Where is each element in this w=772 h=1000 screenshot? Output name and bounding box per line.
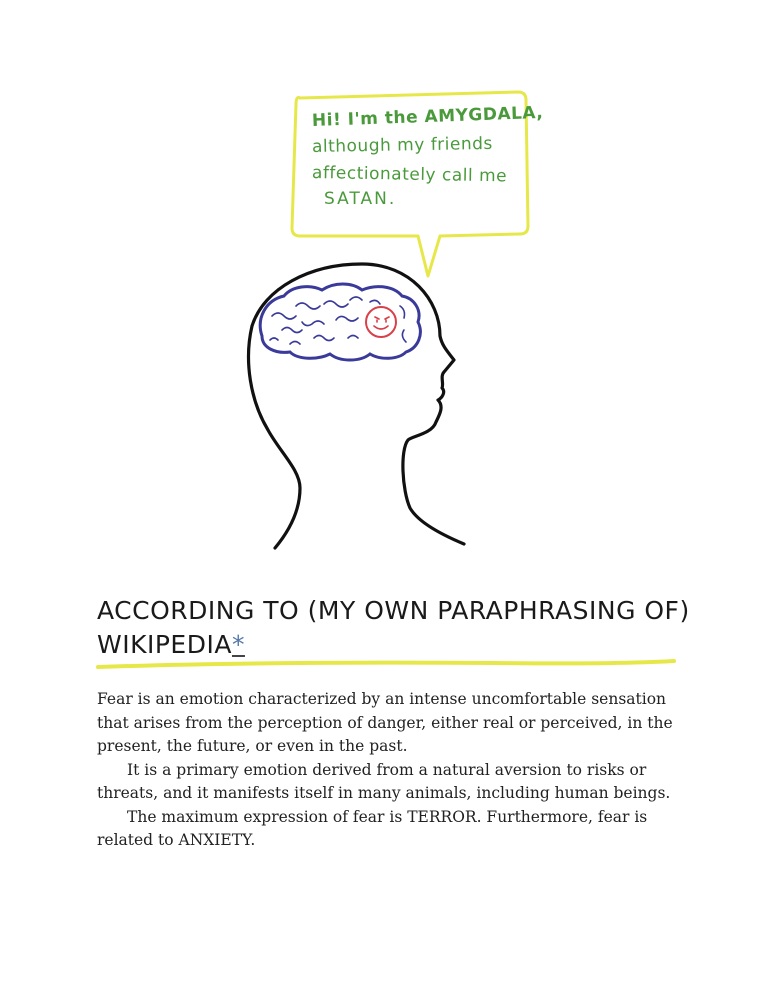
bubble-line-1: Hi! I'm the AMYGDALA, xyxy=(311,102,544,131)
paragraph-3: The maximum expression of fear is TERROR. Furthermore, fear is related to ANXIETY. xyxy=(97,807,648,849)
bubble-line-3: affectionately call me xyxy=(311,163,508,187)
heading-word: WIKIPEDIA xyxy=(97,630,232,659)
heading-line-2 xyxy=(97,628,697,662)
paragraph-1: Fear is an emotion characterized by an intense uncomfortable sensation that arises from the perception of danger, either real or perceived, in the present, the future, or even in the past. xyxy=(97,690,673,755)
bubble-line-2: although my friends xyxy=(311,133,493,157)
amygdala-face xyxy=(374,317,389,329)
speech-bubble-text xyxy=(311,102,544,212)
section-heading xyxy=(97,594,697,662)
bubble-line-4: SATAN. xyxy=(324,189,397,209)
heading-line-1: ACCORDING TO (MY OWN PARAPHRASING OF) xyxy=(97,596,690,625)
paragraph-2: It is a primary emotion derived from a natural aversion to risks or threats, and it manifests itself in many animals, including human beings. xyxy=(97,760,671,802)
amygdala-circle xyxy=(366,307,396,337)
head-silhouette xyxy=(249,264,464,548)
body-text xyxy=(97,688,677,853)
footnote-link[interactable]: * xyxy=(231,630,245,659)
heading-underline xyxy=(96,658,676,672)
